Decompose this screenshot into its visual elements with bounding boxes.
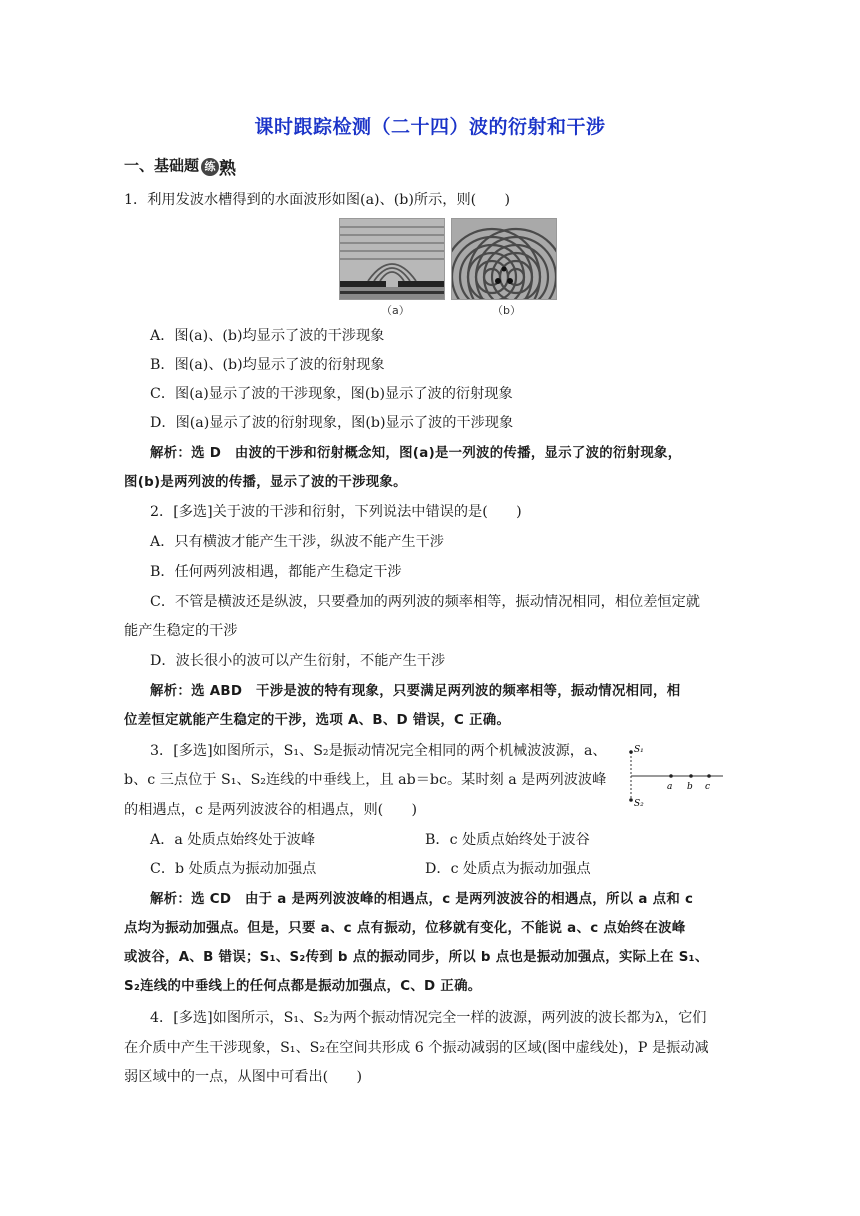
q2-option-c-line2: 能产生稳定的干涉	[124, 623, 238, 639]
q1-analysis-line2: 图(b)是两列波的传播，显示了波的干涉现象。	[124, 475, 407, 490]
fig-label-b: b	[687, 782, 693, 792]
q3-option-d: D．c 处质点为振动加强点	[425, 861, 591, 877]
q3-analysis-line4: S₂连线的中垂线上的任何点都是振动加强点，C、D 正确。	[124, 979, 482, 994]
q4-stem-line2: 在介质中产生干涉现象，S₁、S₂在空间共形成 6 个振动减弱的区域(图中虚线处)，P 是振动减	[124, 1040, 709, 1056]
q3-option-a: A．a 处质点始终处于波峰	[150, 832, 316, 848]
figure-b-image	[451, 218, 557, 300]
fig-label-s1: S₁	[634, 745, 644, 755]
q3-stem-line2: b、c 三点位于 S₁、S₂连线的中垂线上，且 ab＝bc。某时刻 a 是两列波波峰	[124, 772, 607, 788]
figure-b-caption: （b）	[492, 304, 521, 317]
q3-analysis-line2: 点均为振动加强点。但是，只要 a、c 点有振动，位移就有变化，不能说 a、c 点始终在波峰	[124, 921, 686, 936]
section-suffix: 熟	[219, 159, 237, 179]
q1-stem: 1．利用发波水槽得到的水面波形如图(a)、(b)所示，则( )	[124, 192, 511, 208]
fig-label-s2: S₂	[634, 799, 644, 808]
section-prefix: 一、基础题	[124, 156, 200, 175]
section-heading	[124, 154, 236, 179]
q4-stem-line1: 4．[多选]如图所示，S₁、S₂为两个振动情况完全一样的波源，两列波的波长都为λ，它们	[150, 1010, 707, 1026]
q1-analysis-line1: 解析：选 D 由波的干涉和衍射概念知，图(a)是一列波的传播，显示了波的衍射现象，	[150, 446, 682, 461]
q2-stem: 2．[多选]关于波的干涉和衍射，下列说法中错误的是( )	[150, 504, 522, 520]
fig-label-a: a	[667, 782, 673, 792]
q3-analysis-line3: 或波谷，A、B 错误；S₁、S₂传到 b 点的振动同步，所以 b 点也是振动加强点，实际上在 S₁、	[124, 950, 709, 965]
q1-option-c: C．图(a)显示了波的干涉现象，图(b)显示了波的衍射现象	[150, 386, 513, 402]
q3-figure	[625, 742, 725, 808]
q3-stem-line1: 3．[多选]如图所示，S₁、S₂是振动情况完全相同的两个机械波波源，a、	[150, 743, 607, 759]
q2-analysis-line2: 位差恒定就能产生稳定的干涉，选项 A、B、D 错误，C 正确。	[124, 713, 511, 728]
q3-analysis-line1: 解析：选 CD 由于 a 是两列波波峰的相遇点，c 是两列波波谷的相遇点，所以 a 点和 c	[150, 892, 694, 907]
q2-option-a: A．只有横波才能产生干涉，纵波不能产生干涉	[150, 534, 444, 550]
q2-option-d: D．波长很小的波可以产生衍射，不能产生干涉	[150, 653, 446, 669]
q1-option-d: D．图(a)显示了波的衍射现象，图(b)显示了波的干涉现象	[150, 415, 514, 431]
section-badge: 练	[201, 158, 219, 176]
q2-option-c-line1: C．不管是横波还是纵波，只要叠加的两列波的频率相等，振动情况相同，相位差恒定就	[150, 594, 700, 610]
q1-option-b: B．图(a)、(b)均显示了波的衍射现象	[150, 357, 385, 373]
page-title: 课时跟踪检测（二十四）波的衍射和干涉	[254, 116, 606, 138]
q3-stem-line3: 的相遇点，c 是两列波波谷的相遇点，则( )	[124, 802, 418, 818]
q2-analysis-line1: 解析：选 ABD 干涉是波的特有现象，只要满足两列波的频率相等，振动情况相同，相	[150, 684, 681, 699]
q2-option-b: B．任何两列波相遇，都能产生稳定干涉	[150, 564, 402, 580]
q3-option-c: C．b 处质点为振动加强点	[150, 861, 317, 877]
q1-option-a: A．图(a)、(b)均显示了波的干涉现象	[150, 328, 385, 344]
fig-label-c: c	[705, 782, 711, 792]
q4-stem-line3: 弱区域中的一点，从图中可看出( )	[124, 1069, 363, 1085]
q3-option-b: B．c 处质点始终处于波谷	[425, 832, 590, 848]
figure-a-caption: （a）	[381, 304, 410, 317]
figure-a-image	[339, 218, 445, 300]
